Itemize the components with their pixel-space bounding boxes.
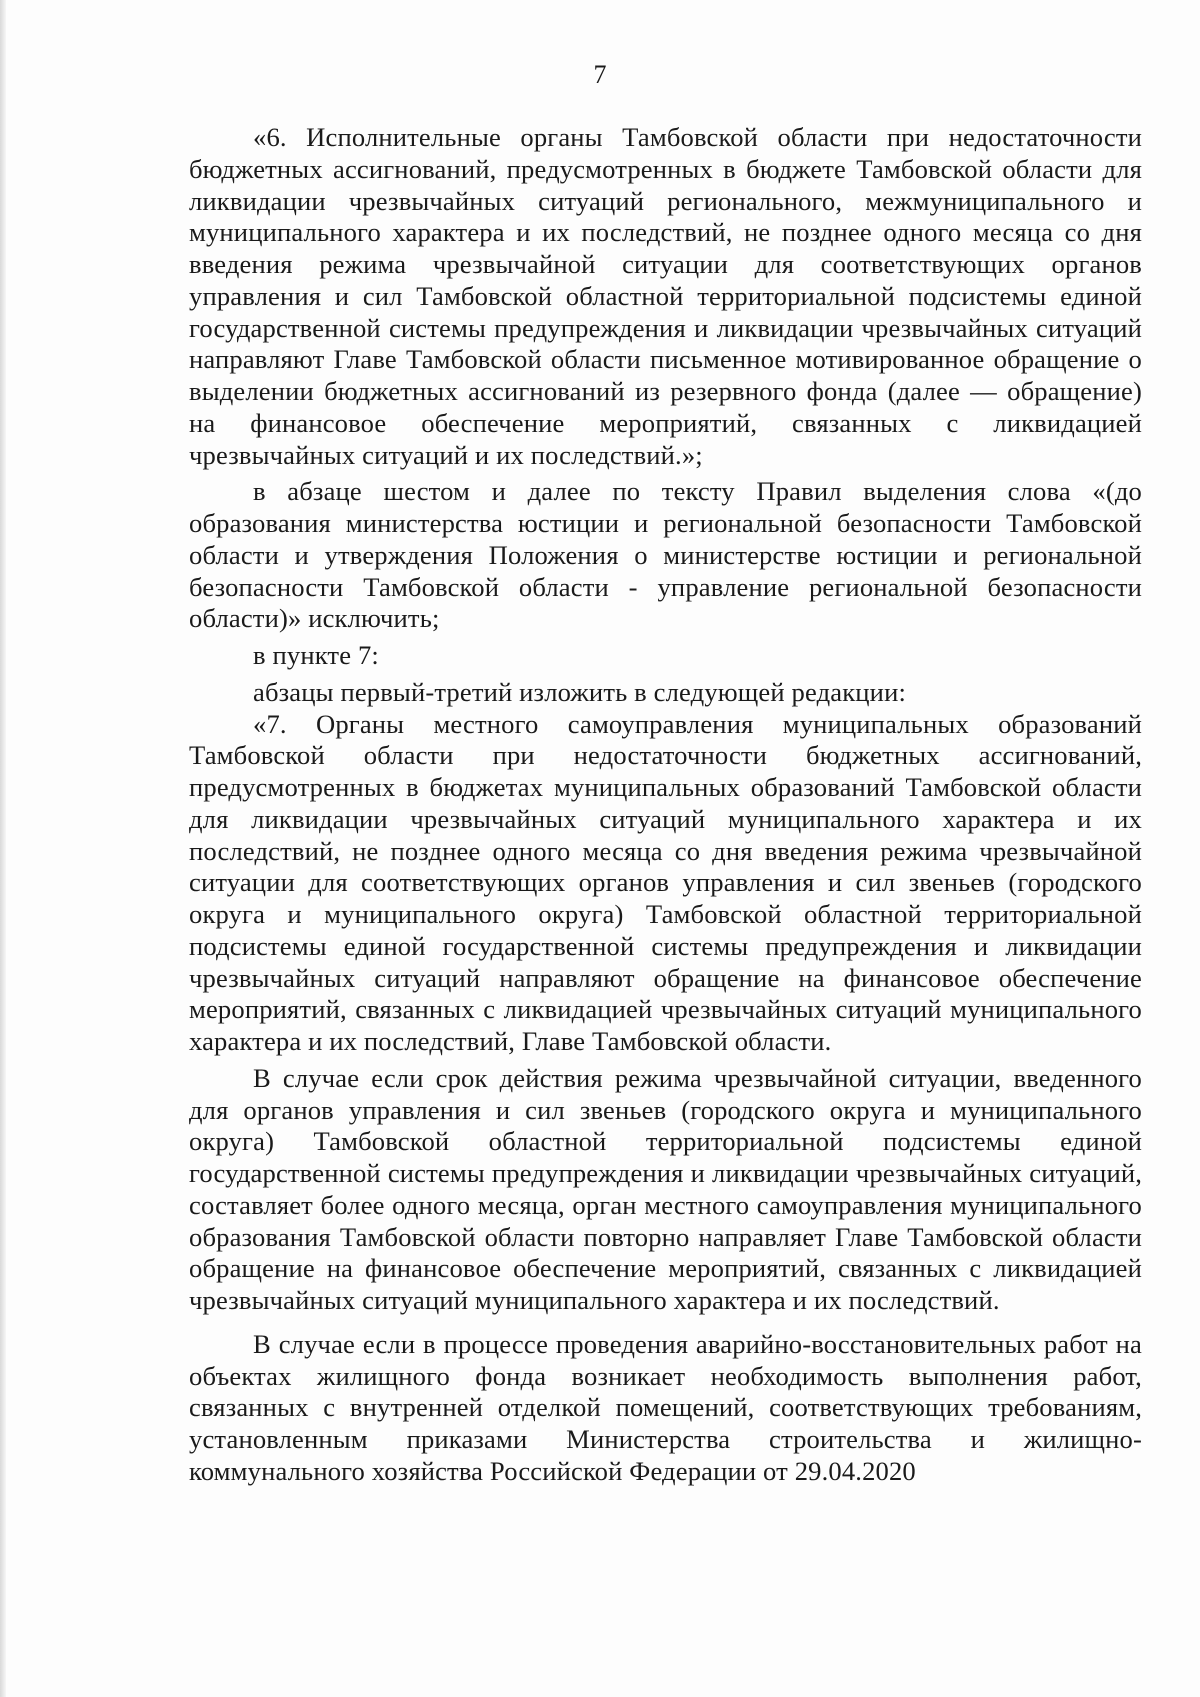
- paragraph-paragraphs-1-3: абзацы первый-третий изложить в следующей редакции:: [253, 676, 906, 707]
- paragraph-emergency-duration: В случае если срок действия режима чрезвычайной ситуации, введенного для органов управления и сил звеньев (городского округа и муниципального округа) Тамбовской областной территориальной подсистемы единой государственной системы предупреждения и ликвидации чрезвычайных ситуаций, составляет более одного месяца, орган местного самоуправления муниципального образования Тамбовской области повторно направляет Главе Тамбовской области обращение на финансовое обеспечение мероприятий, связанных с ликвидацией чрезвычайных ситуаций муниципального характера и их последствий.: [189, 1062, 1142, 1315]
- scan-edge: [0, 0, 6, 1697]
- paragraph-housing-works: В случае если в процессе проведения аварийно-восстановительных работ на объектах жилищного фонда возникает необходимость выполнения работ, связанных с внутренней отделкой помещений, соответствующих требованиям, установленным приказами Министерства строительства и жилищно-коммунального хозяйства Российской Федерации от 29.04.2020: [189, 1328, 1142, 1486]
- paragraph-paragraph-six: в абзаце шестом и далее по тексту Правил выделения слова «(до образования министерства юстиции и региональной безопасности Тамбовской области и утверждения Положения о министерстве юстиции и региональной безопасности Тамбовской области - управление региональной безопасности области)» исключить;: [189, 476, 1142, 634]
- paragraph-item-7: «7. Органы местного самоуправления муниципальных образований Тамбовской области при недостаточности бюджетных ассигнований, предусмотренных в бюджетах муниципальных образований Тамбовской области для ликвидации чрезвычайных ситуаций муниципального характера и их последствий, не позднее одного месяца со дня введения режима чрезвычайной ситуации для соответствующих органов управления и сил звеньев (городского округа и муниципального округа) Тамбовской областной территориальной подсистемы единой государственной системы предупреждения и ликвидации чрезвычайных ситуаций направляют обращение на финансовое обеспечение мероприятий, связанных с ликвидацией чрезвычайных ситуаций муниципального характера и их последствий, Главе Тамбовской области.: [189, 708, 1142, 1056]
- document-body: [189, 122, 1142, 1488]
- paragraph-point-7: в пункте 7:: [253, 640, 379, 670]
- page-number: 7: [593, 60, 607, 89]
- paragraph-item-6: «6. Исполнительные органы Тамбовской области при недостаточности бюджетных ассигнований, предусмотренных в бюджете Тамбовской области для ликвидации чрезвычайных ситуаций регионального, межмуниципального и муниципального характера и их последствий, не позднее одного месяца со дня введения режима чрезвычайной ситуации для соответствующих органов управления и сил Тамбовской областной территориальной подсистемы единой государственной системы предупреждения и ликвидации чрезвычайных ситуаций направляют Главе Тамбовской области письменное мотивированное обращение о выделении бюджетных ассигнований из резервного фонда (далее — обращение) на финансовое обеспечение мероприятий, связанных с ликвидацией чрезвычайных ситуаций и их последствий.»;: [189, 122, 1142, 470]
